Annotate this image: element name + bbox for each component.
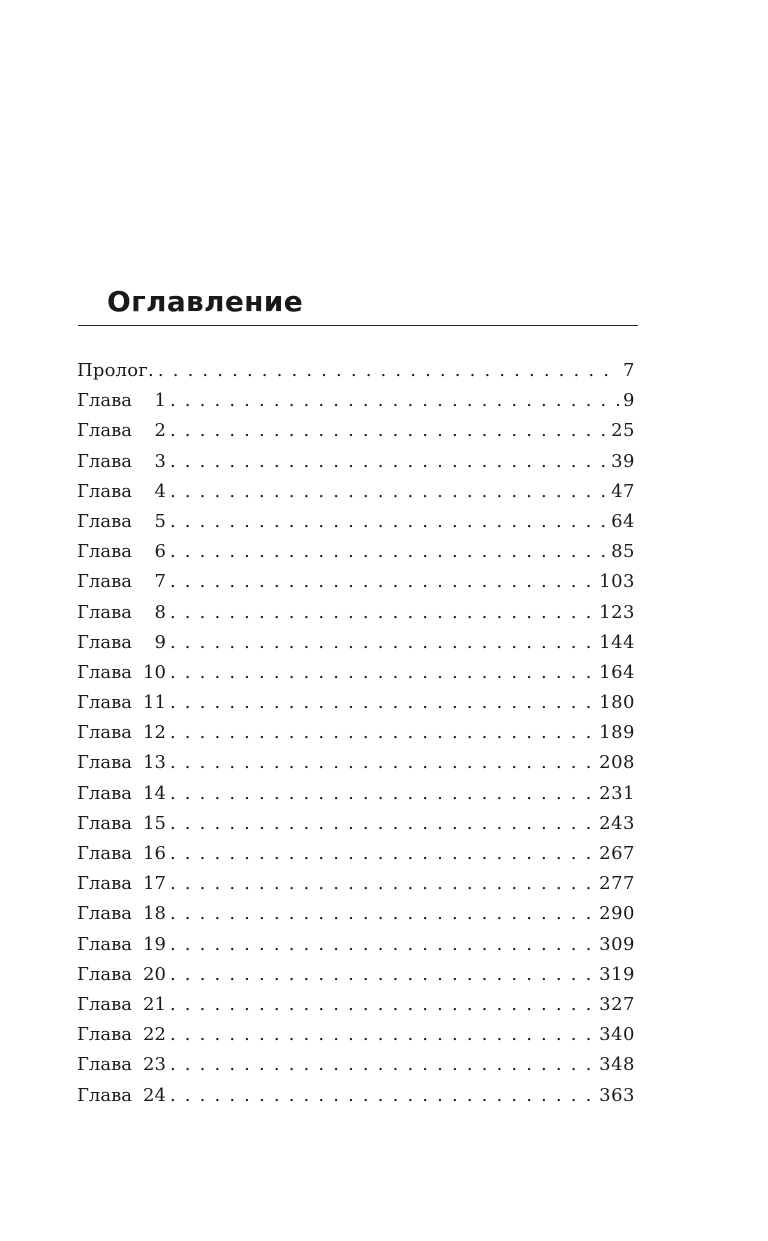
entry-label <box>77 1081 166 1111</box>
entry-page-number: 327 <box>599 993 635 1015</box>
dot-leader <box>170 718 595 748</box>
toc-entry-chapter-21[interactable] <box>77 990 635 1020</box>
entry-title: Глава <box>77 1084 132 1106</box>
entry-page-number: 123 <box>599 601 635 623</box>
entry-page-number: 180 <box>599 692 635 714</box>
dot-leader <box>170 1050 595 1080</box>
entry-label <box>77 960 166 990</box>
entry-page-number: 348 <box>599 1054 635 1076</box>
entry-label <box>77 567 166 597</box>
entry-label <box>77 477 166 507</box>
dot-leader <box>170 477 607 507</box>
dot-leader <box>170 658 595 688</box>
entry-page-number: 144 <box>599 631 635 653</box>
entry-page-number: 319 <box>599 963 635 985</box>
entry-title: Глава <box>77 993 132 1015</box>
dot-leader <box>170 537 607 567</box>
dot-leader <box>170 869 595 899</box>
dot-leader <box>170 930 595 960</box>
entry-page-number: 7 <box>623 360 635 381</box>
entry-label <box>77 779 166 809</box>
toc-entry-chapter-5[interactable] <box>77 507 635 537</box>
chapter-number: 6 <box>154 541 166 563</box>
entry-label <box>77 839 166 869</box>
entry-title: Глава <box>77 661 132 683</box>
toc-entry-chapter-11[interactable] <box>77 688 635 718</box>
entry-title: Глава <box>77 390 132 412</box>
dot-leader <box>170 688 595 718</box>
dot-leader <box>170 507 607 537</box>
dot-leader <box>170 386 619 416</box>
entry-page-number: 39 <box>611 450 635 472</box>
entry-label <box>77 718 166 748</box>
chapter-number: 1 <box>154 390 166 412</box>
chapter-number: 12 <box>143 722 166 744</box>
dot-leader <box>170 447 607 477</box>
entry-page-number: 25 <box>611 420 635 442</box>
entry-title: Глава <box>77 1024 132 1046</box>
entry-page-number: 267 <box>599 843 635 864</box>
chapter-number: 7 <box>154 571 166 593</box>
chapter-number: 14 <box>143 782 166 804</box>
toc-entry-chapter-22[interactable] <box>77 1020 635 1050</box>
entry-label <box>77 748 166 778</box>
toc-entry-chapter-24[interactable] <box>77 1081 635 1111</box>
entry-page-number: 64 <box>611 510 635 532</box>
dot-leader <box>170 899 595 929</box>
toc-entry-chapter-9[interactable] <box>77 628 635 658</box>
toc-entry-chapter-17[interactable] <box>77 869 635 899</box>
toc-entry-chapter-13[interactable] <box>77 748 635 778</box>
toc-list <box>77 356 635 1111</box>
entry-label <box>77 386 166 416</box>
entry-page-number: 340 <box>599 1024 635 1046</box>
chapter-number: 8 <box>154 601 166 623</box>
entry-title: Глава <box>77 571 132 593</box>
chapter-number: 17 <box>143 873 166 895</box>
entry-label <box>77 356 154 386</box>
toc-entry-chapter-1[interactable] <box>77 386 635 416</box>
entry-label <box>77 507 166 537</box>
entry-title: Глава <box>77 903 132 925</box>
toc-entry-prolog[interactable] <box>77 356 635 386</box>
entry-label <box>77 990 166 1020</box>
entry-page-number: 309 <box>599 933 635 955</box>
entry-label <box>77 416 166 446</box>
dot-leader <box>170 748 595 778</box>
chapter-number: 21 <box>143 993 166 1015</box>
entry-page-number: 231 <box>599 782 635 804</box>
dot-leader <box>170 598 595 628</box>
entry-title: Глава <box>77 450 132 472</box>
toc-entry-chapter-4[interactable] <box>77 477 635 507</box>
entry-page-number: 47 <box>611 480 635 502</box>
entry-title: Глава <box>77 843 132 864</box>
entry-title: Глава <box>77 782 132 804</box>
entry-title: Глава <box>77 510 132 532</box>
entry-label <box>77 658 166 688</box>
chapter-number: 2 <box>154 420 166 442</box>
title-divider <box>78 325 638 326</box>
entry-page-number: 85 <box>611 541 635 563</box>
toc-entry-chapter-19[interactable] <box>77 930 635 960</box>
entry-label <box>77 688 166 718</box>
toc-entry-chapter-23[interactable] <box>77 1050 635 1080</box>
entry-label <box>77 628 166 658</box>
dot-leader <box>170 416 607 446</box>
chapter-number: 16 <box>143 843 166 864</box>
entry-title: Глава <box>77 601 132 623</box>
chapter-number: 3 <box>154 450 166 472</box>
toc-entry-chapter-6[interactable] <box>77 537 635 567</box>
chapter-number: 10 <box>143 661 166 683</box>
entry-title: Глава <box>77 692 132 714</box>
toc-entry-chapter-7[interactable] <box>77 567 635 597</box>
toc-entry-chapter-2[interactable] <box>77 416 635 446</box>
entry-page-number: 189 <box>599 722 635 744</box>
entry-title: Глава <box>77 812 132 834</box>
dot-leader <box>170 628 595 658</box>
entry-title: Глава <box>77 631 132 653</box>
dot-leader <box>170 960 595 990</box>
entry-label <box>77 1050 166 1080</box>
toc-title: Оглавление <box>107 285 304 318</box>
entry-title: Глава <box>77 480 132 502</box>
chapter-number: 4 <box>154 480 166 502</box>
entry-label <box>77 447 166 477</box>
entry-page-number: 208 <box>599 752 635 774</box>
entry-page-number: 243 <box>599 812 635 834</box>
chapter-number: 5 <box>154 510 166 532</box>
dot-leader <box>158 356 619 386</box>
entry-title: Глава <box>77 933 132 955</box>
dot-leader <box>170 779 595 809</box>
entry-label <box>77 930 166 960</box>
entry-page-number: 277 <box>599 873 635 895</box>
chapter-number: 20 <box>143 963 166 985</box>
toc-entry-chapter-10[interactable] <box>77 658 635 688</box>
entry-label <box>77 809 166 839</box>
toc-entry-chapter-12[interactable] <box>77 718 635 748</box>
entry-label <box>77 537 166 567</box>
chapter-number: 13 <box>143 752 166 774</box>
dot-leader <box>170 1081 595 1111</box>
toc-entry-chapter-16[interactable] <box>77 839 635 869</box>
chapter-number: 9 <box>154 631 166 653</box>
entry-title: Пролог. <box>77 360 154 381</box>
entry-page-number: 103 <box>599 571 635 593</box>
chapter-number: 19 <box>143 933 166 955</box>
dot-leader <box>170 1020 595 1050</box>
toc-entry-chapter-18[interactable] <box>77 899 635 929</box>
entry-title: Глава <box>77 752 132 774</box>
dot-leader <box>170 809 595 839</box>
dot-leader <box>170 567 595 597</box>
entry-title: Глава <box>77 541 132 563</box>
entry-title: Глава <box>77 722 132 744</box>
entry-label <box>77 1020 166 1050</box>
dot-leader <box>170 839 595 869</box>
toc-entry-chapter-20[interactable] <box>77 960 635 990</box>
entry-page-number: 164 <box>599 661 635 683</box>
toc-entry-chapter-8[interactable] <box>77 598 635 628</box>
toc-entry-chapter-3[interactable] <box>77 447 635 477</box>
chapter-number: 23 <box>143 1054 166 1076</box>
entry-title: Глава <box>77 1054 132 1076</box>
entry-page-number: 9 <box>623 390 635 412</box>
toc-entry-chapter-14[interactable] <box>77 779 635 809</box>
toc-entry-chapter-15[interactable] <box>77 809 635 839</box>
dot-leader <box>170 990 595 1020</box>
entry-page-number: 290 <box>599 903 635 925</box>
entry-title: Глава <box>77 963 132 985</box>
entry-label <box>77 869 166 899</box>
chapter-number: 11 <box>143 692 166 714</box>
entry-label <box>77 598 166 628</box>
chapter-number: 15 <box>143 812 166 834</box>
entry-title: Глава <box>77 873 132 895</box>
entry-page-number: 363 <box>599 1084 635 1106</box>
chapter-number: 18 <box>143 903 166 925</box>
chapter-number: 24 <box>143 1084 166 1106</box>
chapter-number: 22 <box>143 1024 166 1046</box>
entry-title: Глава <box>77 420 132 442</box>
entry-label <box>77 899 166 929</box>
